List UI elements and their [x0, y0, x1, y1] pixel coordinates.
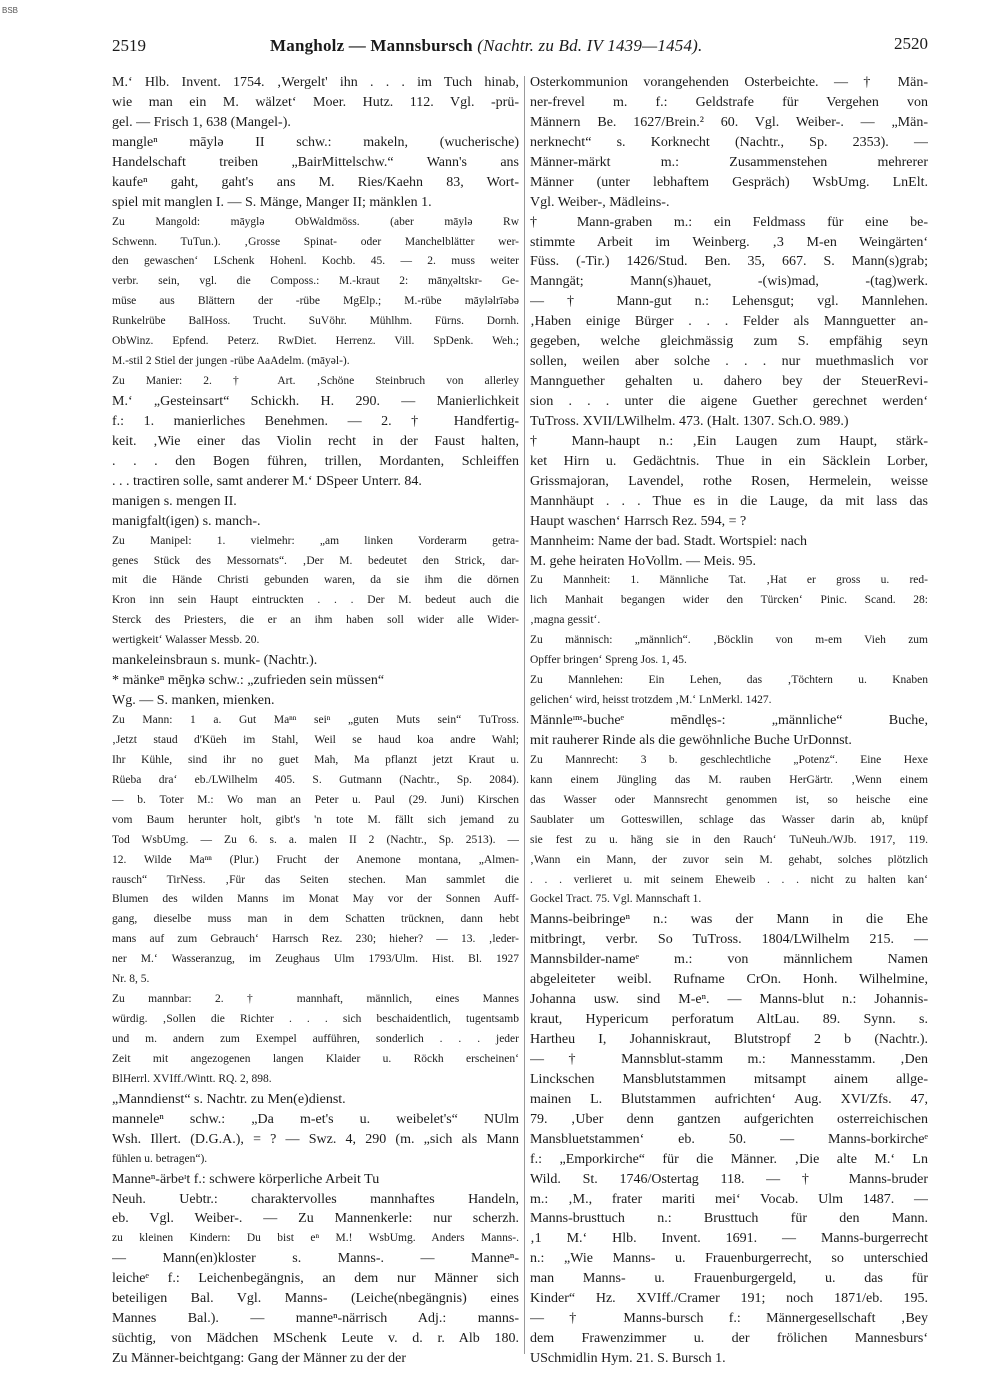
- text-line: gegeben, welche gleichmässig zum S. empfähig seyn: [530, 334, 928, 350]
- text-line: Manngät; Mann(s)hauet, -(wis)mad, -(tag)werk.: [530, 274, 928, 290]
- text-line: kaufeⁿ gaht, gaht's ans M. Ries/Kaehn 83, Wort-: [112, 174, 519, 190]
- text-line: dem Frawenzimmer u. der frölichen Mannesburs‘: [530, 1331, 928, 1347]
- text-line: kraut, Hypericum perforatum AltLau. 89. Synn. s.: [530, 1012, 928, 1028]
- text-line: Manneⁿ-ärbeᶦt f.: schwere körperliche Arbeit Tu: [112, 1171, 380, 1187]
- text-line: Zu männisch: „männlich“. ‚Böcklin von m-em Vieh zum: [530, 634, 928, 647]
- text-line: Gockel Tract. 75. Vgl. Mannschaft 1.: [530, 893, 702, 906]
- text-line: ‚Wann ein Mann, der zuvor sein M. gehabt, solches plötzlich: [530, 853, 928, 866]
- text-line: gel. — Frisch 1, 638 (Mangel-).: [112, 114, 291, 130]
- text-line: nerknecht“ s. Korknecht (Nachtr., Sp. 2353). —: [530, 134, 928, 150]
- text-line: Zu Mangold: māyglə ObWaldmöss. (aber māylə Rw: [112, 215, 519, 228]
- text-line: abgeleiteter weibl. Rufname CrOn. Honh. Wilhelmine,: [530, 972, 928, 988]
- text-line: leicheᵉ f.: Leichenbegängnis, an dem nur Männer sich: [112, 1271, 519, 1287]
- text-line: Männern Be. 1627/Brein.² 60. Vgl. Weiber-. — „Män-: [530, 114, 928, 130]
- text-line: Johanna usw. sind M-eⁿ. — Manns-blut n.: Johannis-: [530, 992, 928, 1008]
- text-line: Mannguether gehalten u. dahero bey der SteuerRevi-: [530, 374, 928, 390]
- text-line: beteiligen Bal. Vgl. Manns- (Leiche(nbegängnis) eines: [112, 1291, 519, 1307]
- text-line: 12. Wilde Maⁿⁿ (Plur.) Frucht der Anemone montana, „Almen-: [112, 853, 519, 866]
- text-line: mankeleinsbraun s. munk- (Nachtr.).: [112, 653, 318, 669]
- text-line: ‚magna gessit‘.: [530, 614, 601, 627]
- text-line: kann einem Jüngling das M. rauben HerGärtr. ‚Wenn einem: [530, 773, 928, 786]
- text-line: M.-stil 2 Stiel der jungen -rübe AaAdelm. (māyəl-).: [112, 355, 350, 368]
- text-line: Mannsbilder-nameᵉ m.: von männlichem Namen: [530, 952, 928, 968]
- text-line: Opffer bringen‘ Spreng Jos. 1, 45.: [530, 654, 687, 667]
- text-line: Hartheu I, Johanniskraut, Blutstropf 2 b (Nachtr.).: [530, 1032, 928, 1047]
- text-line: . . . verlieret u. mit seinem Eheweib . . . nicht zu halten kan‘: [530, 873, 928, 886]
- text-line: stimmte Arbeit im Weinberg. ‚3 M-en Weingärten‘: [530, 234, 928, 250]
- text-line: . . . den Bogen führen, trillen, Mordanten, Schleiffen: [112, 453, 519, 469]
- right-column: [530, 73, 928, 1369]
- text-line: das Wasser oder Mannsrecht genommen ist, so heische eine: [530, 793, 928, 806]
- page-number-left: 2519: [112, 36, 146, 55]
- text-line: mit die Hände Christi gebunden waren, da sie ihm die dörnen: [112, 574, 519, 587]
- text-line: ner-frevel m. f.: Geldstrafe für Vergehen von: [530, 94, 928, 110]
- text-line: sie fest zu u. häng sie in den Rauch‘ TuNeuh./WJb. 1917, 119.: [530, 833, 928, 846]
- text-line: vom Baum herunter holt, gibt's 'n tote M. fällt sich jemand zu: [112, 813, 519, 826]
- text-line: . . . tractiren solle, samt anderer M.‘ DSpeer Unterr. 84.: [112, 473, 422, 489]
- text-line: — † Mannsblut-stamm m.: Mannesstamm. ‚Den: [530, 1051, 928, 1067]
- text-line: und m. andern zum Exempel aufführen, sonderlich . . . jeder: [112, 1033, 519, 1045]
- text-line: Manns-beibringeⁿ n.: was der Mann in die Ehe: [530, 912, 928, 928]
- text-line: Füss. (-Tir.) 1426/Stud. Ben. 35, 667. S. Mann(s)grab;: [530, 254, 928, 270]
- text-line: mans auf zum Gebrauch‘ Harrsch Rez. 230; hieher? — 13. ‚leder-: [112, 933, 519, 946]
- text-line: Runkelrübe BalHoss. Trucht. SuVöhr. Mühlhm. Fürns. Dornh.: [112, 315, 519, 328]
- text-line: Zu Manipel: 1. vielmehr: „am linken Vorderarm getra-: [112, 534, 519, 547]
- text-line: — b. Toter M.: Wo man an Peter u. Paul (29. Juni) Kirschen: [112, 793, 519, 806]
- text-line: Männer-märkt m.: Zusammenstehen mehrerer: [530, 154, 928, 170]
- page-header: [112, 36, 928, 64]
- text-line: gang, dieselbe muss man in dem Schatten trücknen, dann hebt: [112, 913, 519, 926]
- running-title-supplement: (Nachtr. zu Bd. IV 1439—1454).: [477, 36, 703, 55]
- text-line: manigen s. mengen II.: [112, 493, 237, 509]
- text-line: Wsh. Illert. (D.G.A.), = ? — Swz. 4, 290 (m. „sich als Mann: [112, 1131, 519, 1147]
- text-line: Zu Manier: 2. † Art. ‚Schöne Steinbruch von allerley: [112, 375, 519, 388]
- text-line: Zu Mannheit: 1. Männliche Tat. ‚Hat er gross u. red-: [530, 574, 928, 587]
- text-line: Kinder“ Hz. XVIff./Cramer 191; noch 1871/eb. 195.: [530, 1291, 928, 1307]
- text-line: Zu Mann: 1 a. Gut Maⁿⁿ seiⁿ „guten Muts sein“ TuTross.: [112, 714, 519, 726]
- text-line: würdig. ‚Sollen die Richter . . . sich beschaidentlich, tugentsamb: [112, 1013, 519, 1026]
- left-column: [112, 73, 519, 1369]
- text-line: — † Mann-gut n.: Lehensgut; vgl. Mannlehen.: [530, 294, 928, 310]
- text-line: Tod WsbUmg. — Zu 6. s. a. malen II 2 (Nachtr., Sp. 2513). —: [112, 833, 519, 846]
- text-line: Zu Männer-beichtgang: Gang der Männer zu der der: [112, 1351, 406, 1366]
- text-line: Manns-brusttuch n.: Brusttuch für den Mann.: [530, 1211, 928, 1227]
- text-line: Handelschaft treiben „BairMittelschw.“ Wann's ans: [112, 154, 519, 170]
- text-line: Sterck des Priesters, die er an ihm haben soll wider alle Wider-: [112, 614, 519, 627]
- text-line: mangleⁿ māylə II schw.: makeln, (wucherische): [112, 134, 519, 150]
- text-line: Kron inn sein Haupt eintruckten . . . Der M. bedeut auch die: [112, 594, 519, 607]
- text-line: ner M.‘ Wasseranzug, im Zeughaus Ulm 1793/Ulm. Hist. Bl. 1927: [112, 953, 519, 966]
- text-line: — † Manns-bursch f.: Männergesellschaft ‚Bey: [530, 1311, 928, 1327]
- column-divider: [524, 76, 525, 1354]
- text-line: ‚Haben einige Bürger . . . Felder als Mannguetter an-: [530, 314, 928, 330]
- text-line: ‚Jetzt staud d'Küeh im Stahl, Weil se haud koa andre Wahl;: [112, 733, 519, 746]
- text-line: gelichen‘ wird, heisst trotzdem ‚M.‘ LnMerkl. 1427.: [530, 694, 772, 707]
- text-line: mit rauherer Rinde als die gewöhnliche Buche UrDonnst.: [530, 732, 852, 748]
- text-line: wie man ein M. wälzet‘ Moer. Hutz. 112. Vgl. -prü-: [112, 94, 519, 110]
- text-line: Männer (unter lebhaftem Gespräch) WsbUmg. LnElt.: [530, 174, 928, 190]
- page-number-right: 2520: [894, 34, 928, 53]
- text-line: ‚1 M.‘ Hlb. Invent. 1691. — Manns-burgerrecht: [530, 1231, 928, 1247]
- text-line: den gewaschen‘ LSchenk Hohenl. Kochb. 45. — 2. muss weiter: [112, 255, 519, 268]
- text-line: Osterkommunion vorangehenden Osterbeichte. — † Män-: [530, 75, 928, 90]
- text-line: 79. ‚Uber denn gantzen aufgerichten osterreichischen: [530, 1111, 928, 1127]
- text-line: keit. ‚Wie einer das Violin recht in der Faust halten,: [112, 433, 519, 449]
- text-line: Mansbluetstammen‘ eb. 50. — Manns-borkircheᵉ: [530, 1131, 928, 1147]
- text-line: ket Hirn u. Gedächtnis. Thue in ein Säcklein Lorber,: [530, 453, 928, 469]
- text-line: Blumen des wilden Manns im Monat May vor der Sonnen Auff-: [112, 893, 519, 906]
- text-line: lich Manhait begangen wider den Türcken‘ Pinic. Scand. 28:: [530, 594, 928, 607]
- text-line: Mannes Bal.). — manneⁿ-närrisch Adj.: manns-: [112, 1311, 519, 1327]
- text-line: Haupt waschen‘ Harrsch Rez. 594, = ?: [530, 513, 747, 529]
- text-line: fühlen u. betragen“).: [112, 1152, 208, 1165]
- text-line: f.: 1. manierliches Benehmen. — 2. † Handfertig-: [112, 413, 519, 429]
- text-line: M.‘ „Gesteinsart“ Schickh. H. 290. — Manierlichkeit: [112, 394, 519, 409]
- text-line: M. gehe heiraten HoVollm. — Meis. 95.: [530, 553, 757, 569]
- text-line: Grissmajoran, Lavendel, rothe Rosen, Hermelein, weisse: [530, 473, 928, 489]
- text-line: mitbringt, verbr. So TuTross. 1804/LWilhelm 215. —: [530, 932, 928, 948]
- library-stamp: BSB: [2, 6, 19, 15]
- text-line: man Manns- u. Frauenburgergeld, u. das für: [530, 1271, 928, 1287]
- text-line: manigfalt(igen) s. manch-.: [112, 513, 261, 529]
- text-line: USchmidlin Hym. 21. S. Bursch 1.: [530, 1351, 726, 1366]
- text-line: rausch“ TirNess. ‚Für das Seiten stechen. Man sammlet die: [112, 873, 519, 886]
- text-line: „Manndienst“ s. Nachtr. zu Men(e)dienst.: [112, 1091, 346, 1107]
- text-line: f.: „Emporkirche“ für die Männer. ‚Die alte M.‘ Ln: [530, 1151, 928, 1167]
- text-line: n.: „Wie Manns- u. Frauenburgerrecht, so unterschied: [530, 1251, 928, 1267]
- text-line: BlHerrl. XVIff./Wintt. RQ. 2, 898.: [112, 1072, 272, 1085]
- text-line: Zeit mit angezogenen langen Klaider u. Röckh erscheinen‘: [112, 1052, 519, 1065]
- text-line: M.‘ Hlb. Invent. 1754. ‚Wergelt' ihn . . . im Tuch hinab,: [112, 75, 519, 90]
- text-line: süchtig, von Mädchen MSchenk Leute v. d. r. Alb 180.: [112, 1331, 519, 1347]
- text-line: † Mann-graben m.: ein Feldmass für eine be-: [530, 214, 928, 230]
- text-line: Mannhäupt . . . Thue es in die Lauge, da mit lass das: [530, 493, 928, 509]
- text-line: Saublater um Gotteswillen, schlage das Wasser darin ab, knüpf: [530, 813, 928, 826]
- text-line: zu kleinen Kindern: Du bist eⁿ M.! WsbUmg. Anders Manns-.: [112, 1232, 519, 1245]
- text-line: Wg. — S. manken, mienken.: [112, 693, 275, 709]
- text-line: Nr. 8, 5.: [112, 973, 150, 986]
- text-line: Zu mannbar: 2. † mannhaft, männlich, eines Mannes: [112, 993, 519, 1006]
- text-line: Neuh. Uebtr.: charaktervolles mannhaftes Handeln,: [112, 1191, 519, 1207]
- text-line: m.: ‚M., frater mariti mei‘ Vocab. Ulm 1487. —: [530, 1191, 928, 1207]
- text-line: * mänkeⁿ mēŋkə schw.: „zufrieden sein müssen“: [112, 673, 385, 689]
- text-line: Zu Mannrecht: 3 b. geschlechtliche „Potenz“. Eine Hexe: [530, 753, 928, 766]
- text-line: TuTross. XVII/LWilhelm. 473. (Halt. 1307. Sch.O. 989.): [530, 413, 849, 429]
- text-line: manneleⁿ schw.: „Da m-et's u. weibelet's“ NUlm: [112, 1111, 519, 1127]
- text-line: Linckschen Mansblutstammen mitsampt ainem allge-: [530, 1071, 928, 1087]
- text-line: wertigkeit‘ Walasser Messb. 20.: [112, 634, 260, 647]
- text-line: Männleᶦⁿˢ-bucheᵉ mēndlęs-: „männliche“ Buche,: [530, 713, 928, 728]
- text-line: Mannheim: Name der bad. Stadt. Wortspiel: nach: [530, 533, 807, 549]
- text-line: mainen L. Blutstammen aufrichten‘ Aug. XVI/Zfs. 47,: [530, 1091, 928, 1107]
- text-line: Wild. St. 1746/Ostertag 118. — † Manns-bruder: [530, 1171, 928, 1187]
- text-line: spiel mit manglen I. — S. Mänge, Manger II; mänklen 1.: [112, 194, 432, 210]
- text-line: ObWinz. Epfend. Peterz. RwDiet. Herrenz. Vill. SpDenk. Weh.;: [112, 335, 519, 348]
- text-line: verbr. sein, vgl. die Composs.: M.-kraut 2: mānχəltskr- Ge-: [112, 275, 519, 288]
- text-line: Ihr Kühle, sind ihr no guet Mah, Ma pflanzt jetzt Kraut u.: [112, 753, 519, 766]
- text-line: genes Stück des Messornats“. ‚Der M. bedeutet den Strick, dar-: [112, 554, 519, 567]
- text-line: Schwenn. TuTun.). ‚Grosse Spinat- oder Manchelblätter wer-: [112, 235, 519, 248]
- text-line: Vgl. Weiber-, Mädleins-.: [530, 194, 670, 210]
- text-line: eb. Vgl. Weiber-. — Zu Mannenkerle: nur scherzh.: [112, 1211, 519, 1227]
- text-line: sion . . . unter die aigene Guether gerechnet werden‘: [530, 394, 928, 409]
- text-line: † Mann-haupt n.: ‚Ein Laugen zum Haupt, stärk-: [530, 433, 928, 449]
- running-title-text: Mangholz — Mannsbursch: [270, 36, 473, 55]
- text-line: müse aus Blättern der -rübe MgElp.; M.-rübe māyləlrīəbə: [112, 295, 519, 308]
- text-line: Zu Mannlehen: Ein Lehen, das ‚Töchtern u. Knaben: [530, 674, 928, 687]
- text-line: — Mann(en)kloster s. Manns-. — Manneⁿ-: [112, 1251, 519, 1267]
- text-line: Rüeba dra‘ eb./LWilhelm 405. S. Gutmann (Nachtr., Sp. 2084).: [112, 773, 519, 786]
- text-line: sollen, weilen aber solche . . . nur muethmaslich vor: [530, 354, 928, 370]
- running-title: [270, 36, 702, 56]
